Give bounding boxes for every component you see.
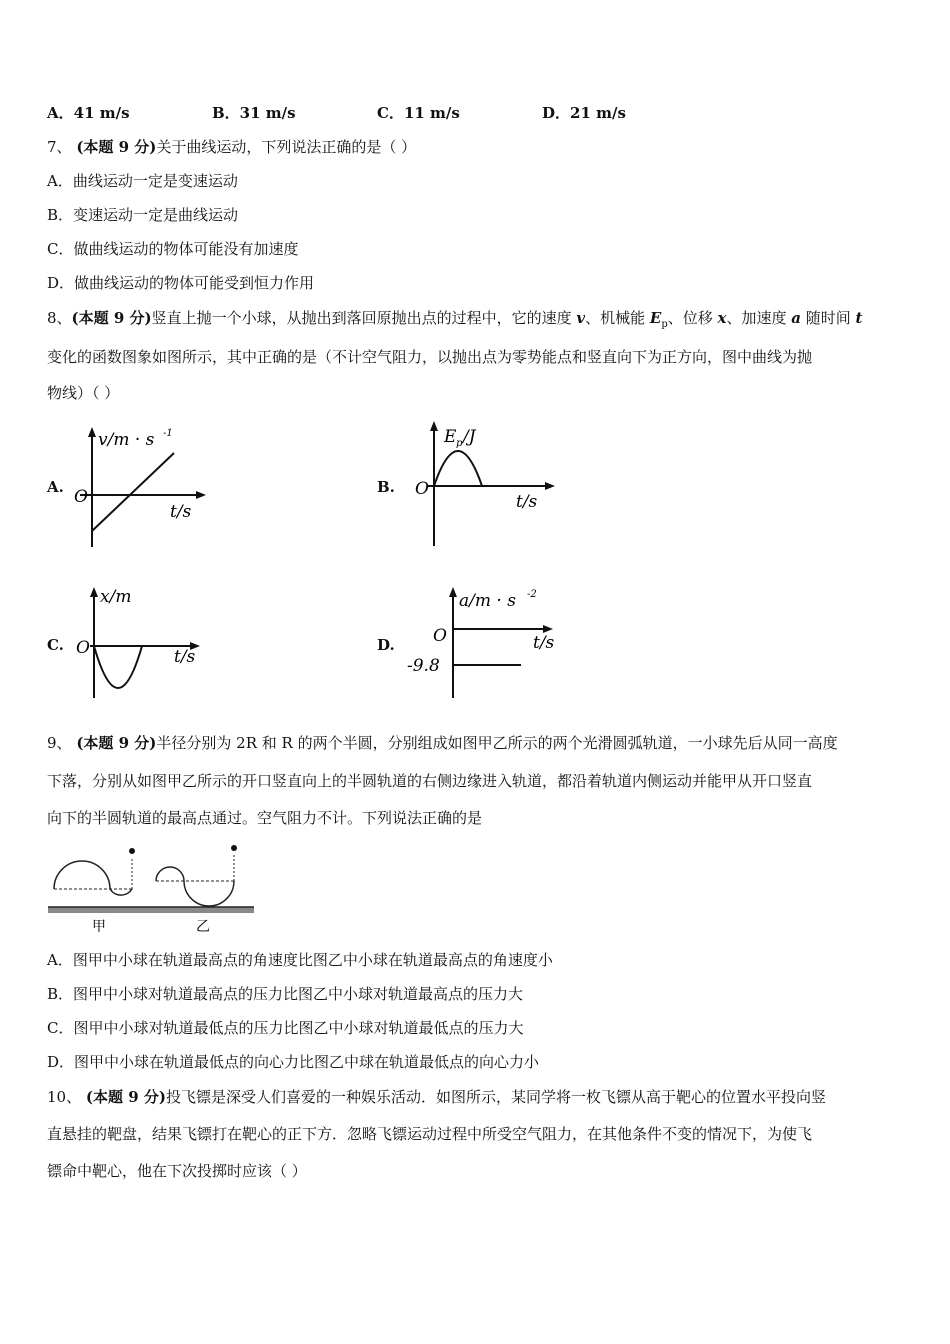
q9-option-a: A．图甲中小球在轨道最高点的角速度比图乙中小球在轨道最高点的角速度小: [47, 951, 553, 969]
q7-points: (本题 9 分): [76, 138, 157, 156]
q7-option-d: D．做曲线运动的物体可能受到恒力作用: [47, 274, 315, 292]
graph-a-ylabel-sup: -1: [163, 428, 173, 439]
q9-option-b: B．图甲中小球对轨道最高点的压力比图乙中小球对轨道最高点的压力大: [47, 985, 524, 1003]
q8-graph-a: [70, 425, 220, 555]
q8-stem-line2: 变化的函数图象如图所示，其中正确的是（不计空气阻力，以抛出点为零势能点和竖直向下为正方向，图中曲线为抛: [47, 348, 813, 366]
q9-stem-line1: [47, 732, 838, 753]
q9-stem-line3: 向下的半圆轨道的最高点通过。空气阻力不计。下列说法正确的是: [47, 809, 483, 827]
graph-d-origin: O: [433, 626, 447, 646]
graph-a-origin: O: [74, 487, 88, 507]
q10-text: 投飞镖是深受人们喜爱的一种娱乐活动．如图所示，某同学将一枚飞镖从高于靶心的位置水平投向竖: [165, 1088, 826, 1106]
graph-c-ylabel: x/m: [100, 587, 132, 607]
graph-b-ylabel-sub: p: [456, 438, 463, 449]
q6-option-a: A．41 m/s: [47, 104, 130, 122]
q6-option-b: B．31 m/s: [212, 104, 296, 122]
q7-number: 7、: [47, 138, 72, 156]
q9-option-d: D．图甲中小球在轨道最低点的向心力比图乙中球在轨道最低点的向心力小: [47, 1053, 540, 1071]
q8-sep1: 、机械能: [585, 309, 650, 327]
graph-c-origin: O: [76, 638, 90, 658]
graph-d-ylabel: a/m · s: [459, 591, 516, 611]
q9-stem-line2: 下落，分别从如图甲乙所示的开口竖直向上的半圆轨道的右侧边缘进入轨道，都沿着轨道内侧运动并能甲从开口竖直: [47, 772, 813, 790]
q8-var-v: v: [576, 309, 586, 327]
q10-stem-line2: 直悬挂的靶盘，结果飞镖打在靶心的正下方．忽略飞镖运动过程中所受空气阻力，在其他条件不变的情况下，为使飞: [47, 1125, 813, 1143]
q8-var-ep: E: [649, 309, 662, 327]
q10-points: (本题 9 分): [85, 1088, 166, 1106]
q8-sep4: 随时间: [801, 309, 856, 327]
q7-option-a: A．曲线运动一定是变速运动: [47, 172, 238, 190]
graph-b-ylabel: E: [444, 427, 457, 447]
graph-b-origin: O: [415, 479, 429, 499]
q8-var-t: t: [855, 309, 863, 327]
graph-a-xlabel: t/s: [170, 502, 192, 522]
q8-label-b: B.: [377, 478, 395, 496]
graph-b-xlabel: t/s: [516, 492, 538, 512]
graph-c-xlabel: t/s: [174, 647, 196, 667]
q8-sep3: 、加速度: [726, 309, 792, 327]
q8-sep2: 、位移: [667, 309, 718, 327]
label-jia: 甲: [92, 919, 106, 935]
q8-number: 8、: [47, 309, 72, 327]
q7-option-c: C．做曲线运动的物体可能没有加速度: [47, 240, 299, 258]
q8-var-a: a: [791, 309, 801, 327]
q8-points: (本题 9 分): [71, 309, 152, 327]
graph-d-ylabel-sup: -2: [527, 589, 537, 600]
q9-points: (本题 9 分): [76, 734, 157, 752]
ball-yi: [231, 845, 237, 851]
q10-stem-line1: [47, 1086, 826, 1107]
q7-text: 关于曲线运动，下列说法正确的是（ ）: [156, 138, 417, 156]
ball-jia: [129, 848, 135, 854]
q8-stem-line3: 物线）（ ）: [47, 384, 120, 402]
displacement-curve: [94, 646, 142, 688]
energy-curve: [434, 451, 482, 486]
q7-option-b: B．变速运动一定是曲线运动: [47, 206, 239, 224]
q6-option-c: C．11 m/s: [377, 104, 460, 122]
graph-d-xlabel: t/s: [533, 633, 555, 653]
label-yi: 乙: [196, 919, 210, 935]
q8-stem-line1: [47, 307, 862, 330]
q9-text: 半径分别为 2R 和 R 的两个半圆，分别组成如图甲乙所示的两个光滑圆弧轨道，一小球先后从同一高度: [156, 734, 838, 752]
q7-stem: [47, 136, 416, 157]
q6-option-d: D．21 m/s: [542, 104, 626, 122]
q8-label-a: A.: [47, 478, 64, 496]
graph-d-value: -9.8: [407, 656, 440, 676]
q10-stem-line3: 镖命中靶心，他在下次投掷时应该（ ）: [47, 1162, 307, 1180]
q8-graph-c: [74, 584, 214, 704]
q8-text-a: 竖直上抛一个小球，从抛出到落回原抛出点的过程中，它的速度: [151, 309, 577, 327]
q8-sub-p: p: [661, 319, 668, 330]
q9-option-c: C．图甲中小球对轨道最低点的压力比图乙中小球对轨道最低点的压力大: [47, 1019, 524, 1037]
graph-b-ylabel-rest: /J: [463, 427, 476, 447]
q8-graph-d: [405, 584, 565, 704]
q8-label-d: D.: [377, 636, 395, 654]
q10-number: 10、: [47, 1088, 82, 1106]
q9-track-figure: [48, 843, 258, 935]
graph-a-ylabel: v/m · s: [98, 430, 155, 450]
q8-graph-b: [412, 418, 562, 558]
q8-label-c: C.: [47, 636, 64, 654]
velocity-line: [92, 453, 174, 531]
q9-number: 9、: [47, 734, 72, 752]
q8-var-x: x: [717, 309, 727, 327]
